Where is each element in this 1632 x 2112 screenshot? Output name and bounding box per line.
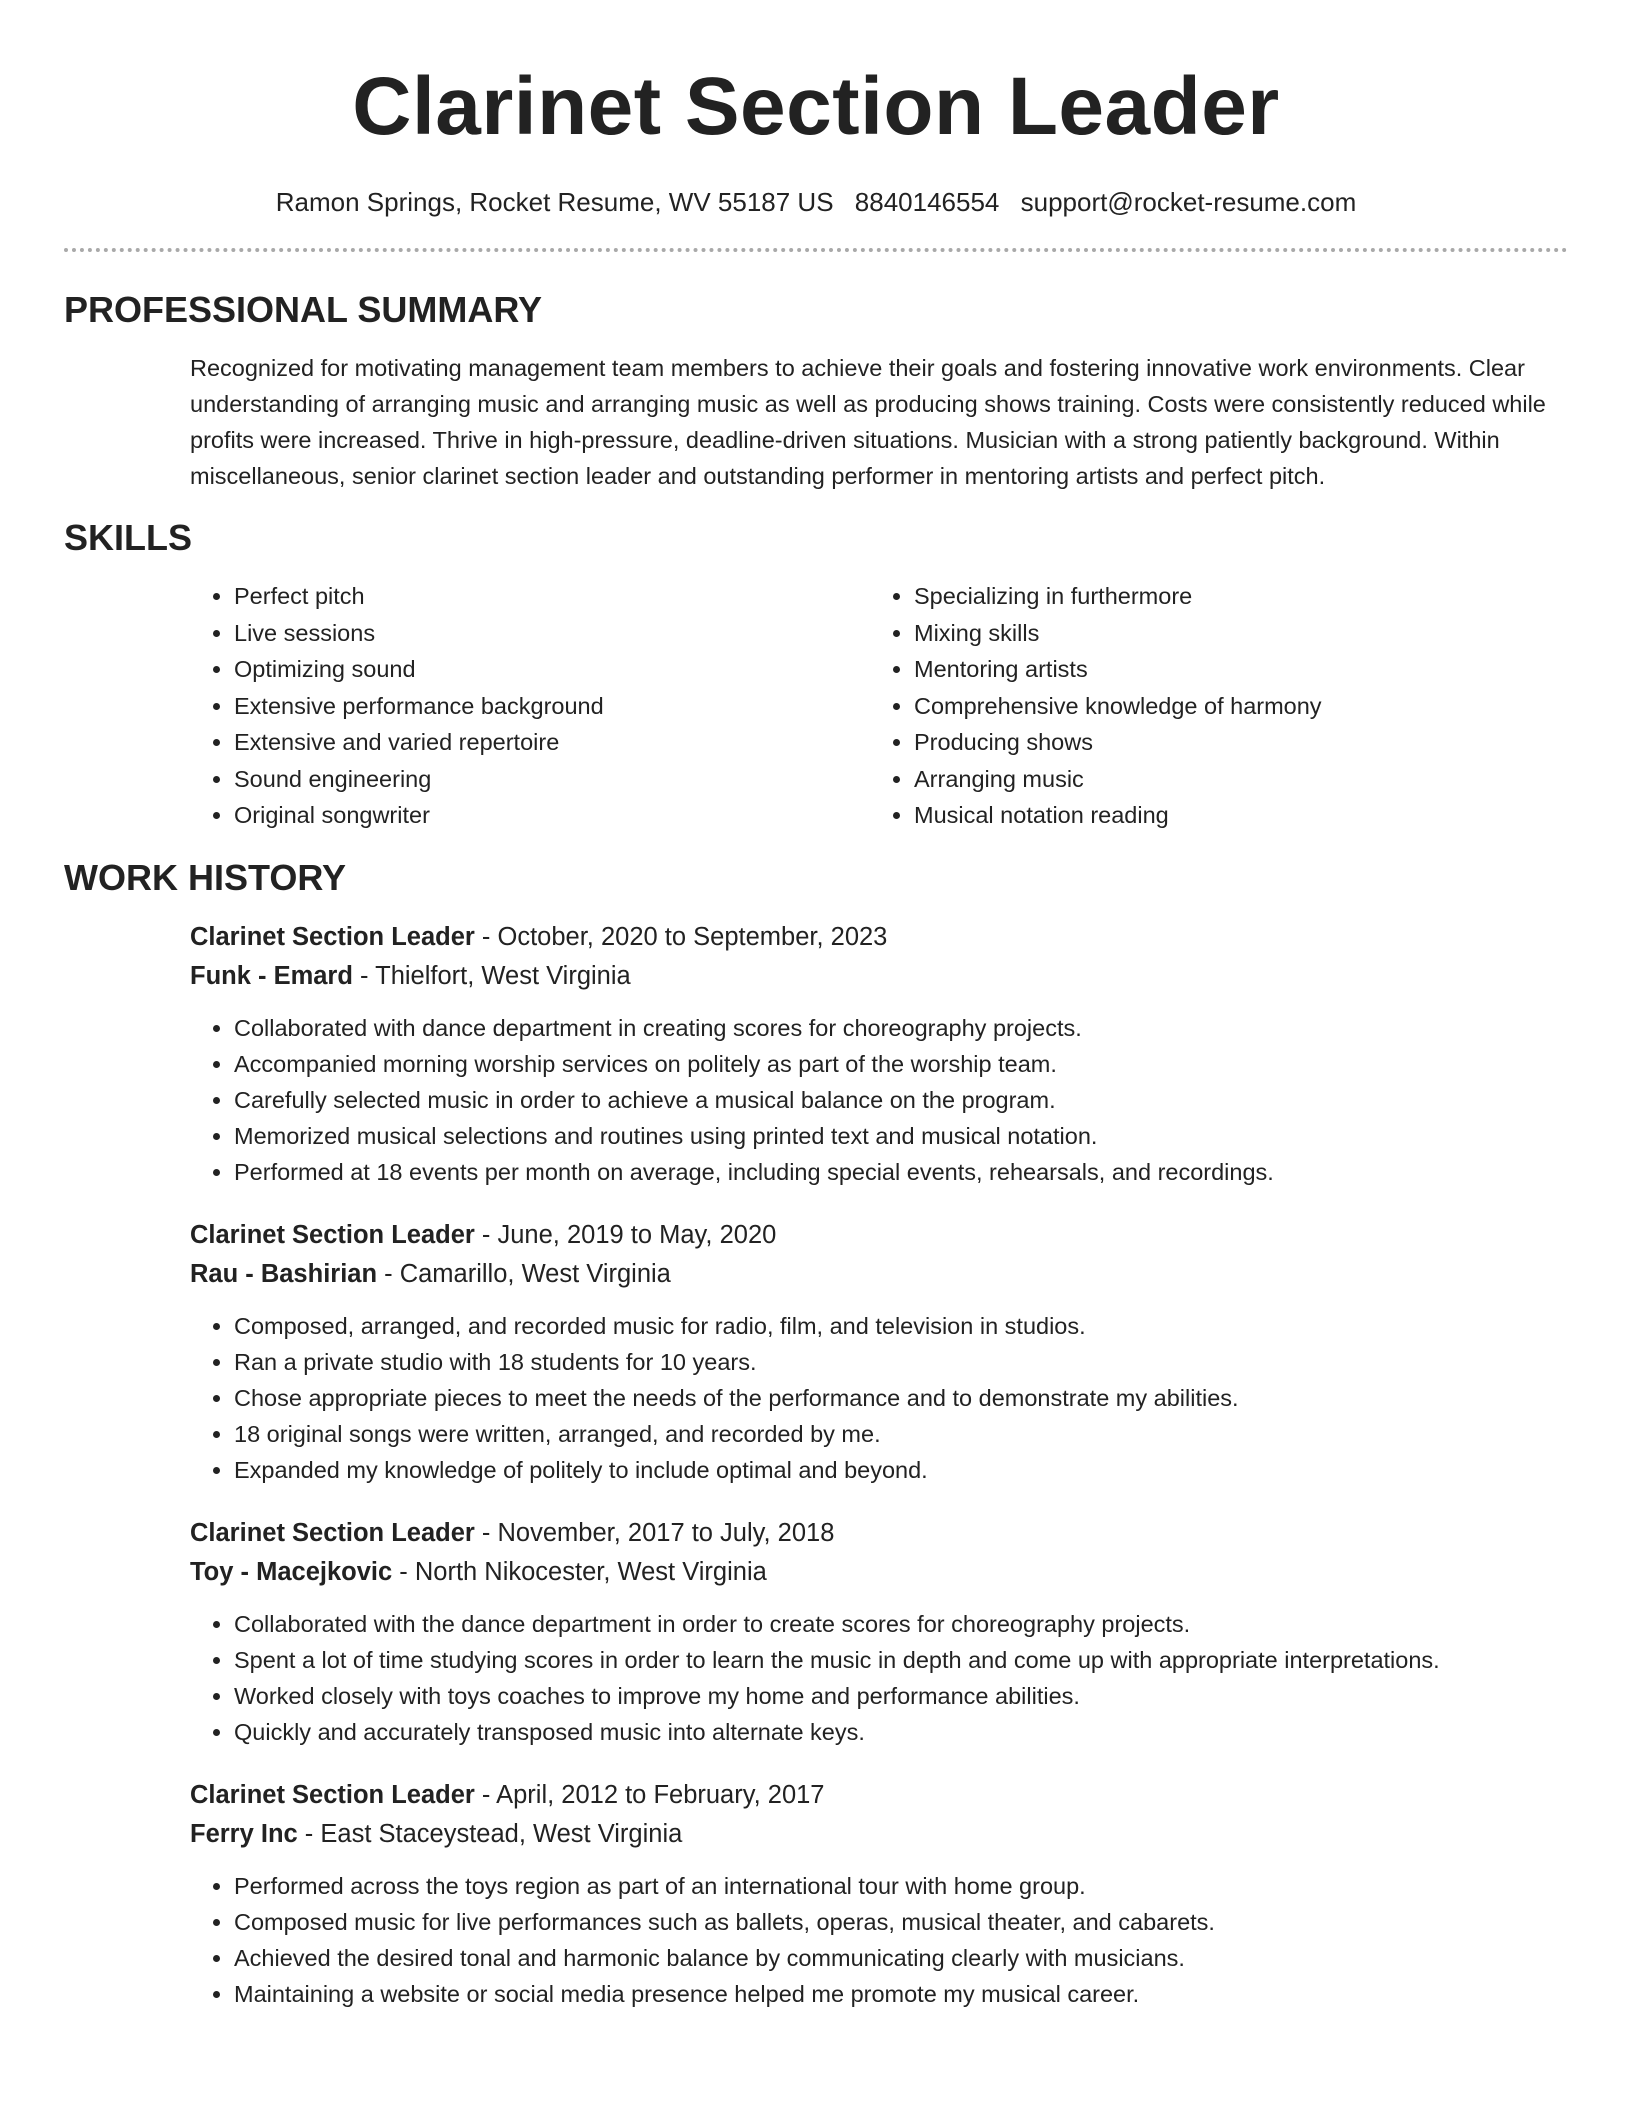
job-bullets [190,1010,1568,1190]
summary-text: Recognized for motivating management team members to achieve their goals and fostering innovative work environments. Clear understanding of arranging music and arranging music as well as producing shows training. Costs were consistently reduced while profits were increased. Thrive in high-pressure, deadline-driven situations. Musician with a strong patiently background. Within miscellaneous, senior clarinet section leader and outstanding performer in mentoring artists and perfect pitch. [190,355,1546,489]
skill-item: • Comprehensive knowledge of harmony [914,688,1322,725]
job-entry [190,1514,1568,1750]
job-location: - North Nikocester, West Virginia [392,1557,767,1586]
job-bullets [190,1868,1568,2012]
job-dates: - June, 2019 to May, 2020 [474,1220,777,1249]
skill-item: • Mentoring artists [914,651,1322,688]
skill-item: • Perfect pitch [234,578,870,615]
skills-column-left [190,578,870,834]
header-divider [64,248,1568,252]
contact-info [64,186,1568,218]
job-company: Funk - Emard [190,961,353,990]
job-dates: - November, 2017 to July, 2018 [474,1518,835,1547]
job-bullet: • Chose appropriate pieces to meet the needs of the performance and to demonstrate my abilities. [234,1380,1568,1416]
job-bullet: • Collaborated with dance department in creating scores for choreography projects. [234,1010,1568,1046]
job-bullet: • 18 original songs were written, arranged, and recorded by me. [234,1416,1568,1452]
job-role-line [190,1776,1568,1815]
job-bullet: • Expanded my knowledge of politely to include optimal and beyond. [234,1452,1568,1488]
skill-item: • Extensive and varied repertoire [234,724,870,761]
skill-item: • Specializing in furthermore [914,578,1322,615]
job-location: - Camarillo, West Virginia [377,1259,671,1288]
job-role: Clarinet Section Leader [190,1220,475,1249]
job-location: - Thielfort, West Virginia [352,961,631,990]
skill-item: • Producing shows [914,724,1322,761]
job-bullet: • Accompanied morning worship services on politely as part of the worship team. [234,1046,1568,1082]
job-entry [190,1216,1568,1488]
summary-title: PROFESSIONAL SUMMARY [64,289,543,330]
job-bullet: • Composed, arranged, and recorded music for radio, film, and television in studios. [234,1308,1568,1344]
job-entry [190,1776,1568,2012]
skill-item: • Optimizing sound [234,651,870,688]
work-history-title: WORK HISTORY [64,856,347,898]
job-role: Clarinet Section Leader [190,1518,475,1547]
skill-item: • Sound engineering [234,761,870,798]
job-company-line [190,1815,1568,1854]
job-company: Rau - Bashirian [190,1259,378,1288]
job-bullets [190,1308,1568,1488]
job-bullet: • Ran a private studio with 18 students for 10 years. [234,1344,1568,1380]
skill-item: • Live sessions [234,615,870,652]
skill-item: • Extensive performance background [234,688,870,725]
job-bullet: • Quickly and accurately transposed music into alternate keys. [234,1714,1568,1750]
job-location: - East Staceystead, West Virginia [297,1819,683,1848]
contact-phone: 8840146554 [854,187,1000,217]
job-bullet: • Achieved the desired tonal and harmonic balance by communicating clearly with musicians. [234,1940,1568,1976]
job-bullet: • Performed across the toys region as part of an international tour with home group. [234,1868,1568,1904]
job-bullet: • Performed at 18 events per month on average, including special events, rehearsals, and recordings. [234,1154,1568,1190]
contact-email: support@rocket-resume.com [1020,187,1357,217]
job-company: Toy - Macejkovic [190,1557,393,1586]
skills-title: SKILLS [64,517,193,558]
job-bullets [190,1606,1568,1750]
skill-item: • Original songwriter [234,797,870,834]
job-role: Clarinet Section Leader [190,922,475,951]
job-bullet: • Spent a lot of time studying scores in order to learn the music in depth and come up with appropriate interpretations. [234,1642,1568,1678]
job-role-line [190,1514,1568,1553]
job-role: Clarinet Section Leader [190,1780,475,1809]
skill-item: • Mixing skills [914,615,1322,652]
job-role-line [190,1216,1568,1255]
job-company-line [190,1255,1568,1294]
job-bullet: • Worked closely with toys coaches to improve my home and performance abilities. [234,1678,1568,1714]
skills-column-right [870,578,1322,834]
job-bullet: • Carefully selected music in order to achieve a musical balance on the program. [234,1082,1568,1118]
candidate-name: Clarinet Section Leader [352,61,1280,152]
job-role-line [190,918,1568,957]
job-bullet: • Composed music for live performances such as ballets, operas, musical theater, and cabarets. [234,1904,1568,1940]
skill-item: • Musical notation reading [914,797,1322,834]
job-bullet: • Memorized musical selections and routines using printed text and musical notation. [234,1118,1568,1154]
job-company: Ferry Inc [190,1819,298,1848]
job-bullet: • Maintaining a website or social media presence helped me promote my musical career. [234,1976,1568,2012]
contact-address: Ramon Springs, Rocket Resume, WV 55187 US [275,187,834,217]
skill-item: • Arranging music [914,761,1322,798]
job-company-line [190,957,1568,996]
skills-list [190,578,1568,834]
job-company-line [190,1553,1568,1592]
job-entry [190,918,1568,1190]
job-dates: - October, 2020 to September, 2023 [474,922,888,951]
job-dates: - April, 2012 to February, 2017 [474,1780,825,1809]
job-bullet: • Collaborated with the dance department in order to create scores for choreography projects. [234,1606,1568,1642]
